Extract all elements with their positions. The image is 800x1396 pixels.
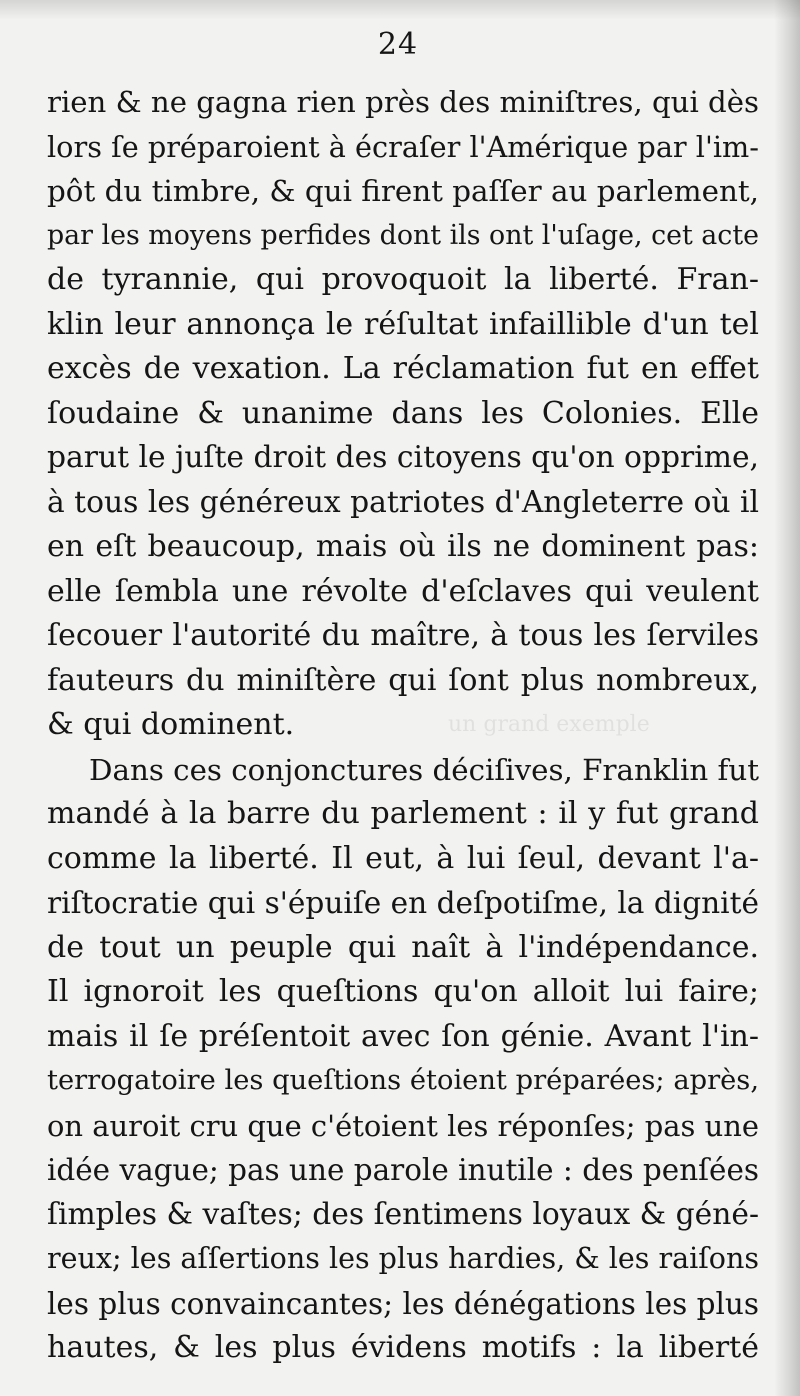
text-line: terrogatoire les queſtions étoient préparées; après, (47, 1065, 759, 1096)
paragraph-2 (47, 748, 759, 1371)
text-line: pôt du timbre, & qui firent paſſer au parlement, (47, 174, 759, 208)
text-line: comme la liberté. Il eut, à lui ſeul, devant l'a- (47, 840, 759, 876)
text-line: idée vague; pas une parole inutile : des penſées (47, 1153, 759, 1187)
text-line: fauteurs du miniſtère qui ſont plus nombreux, (47, 662, 759, 698)
text-line: à tous les généreux patriotes d'Angleterre où il (47, 484, 760, 520)
text-line: mais il ſe préſentoit avec ſon génie. Avant l'in- (47, 1018, 759, 1054)
text-line: parut le juſte droit des citoyens qu'on opprime, (47, 440, 759, 475)
text-line: on auroit cru que c'étoient les réponſes; pas une (47, 1108, 759, 1143)
text-line: Dans ces conjonctures déciſives, Franklin fut (89, 752, 759, 787)
text-line: Il ignoroit les queſtions qu'on alloit lui faire; (47, 974, 759, 1009)
bleed-through-text: un grand exemple (448, 712, 650, 737)
text-line: & qui dominent. (47, 707, 295, 742)
body-text (47, 80, 759, 1371)
text-line: klin leur annonça le réſultat infaillible d'un tel (47, 306, 759, 342)
page-top-shadow (0, 0, 800, 20)
text-line: de tyrannie, qui provoquoit la liberté. Fran- (47, 262, 759, 297)
text-line: reux; les aſſertions les plus hardies, & les raiſons (47, 1242, 759, 1275)
text-line: par les moyens perfides dont ils ont l'uſage, cet acte (47, 219, 759, 251)
text-line: ſecouer l'autorité du maître, à tous les ſerviles (47, 618, 759, 653)
text-line: lors ſe préparoient à écraſer l'Amérique par l'im- (47, 129, 759, 164)
paragraph-1 (47, 80, 759, 748)
text-line: mandé à la barre du parlement : il y fut grand (47, 796, 759, 831)
text-line: rien & ne gagna rien près des miniſtres, qui dès (47, 85, 759, 119)
text-line: de tout un peuple qui naît à l'indépendance. (47, 929, 759, 965)
text-line: les plus convaincantes; les dénégations les plus (47, 1286, 759, 1321)
text-line: ſimples & vaſtes; des ſentimens loyaux & géné- (47, 1196, 759, 1232)
text-line: hautes, & les plus évidens motifs : la liberté (47, 1330, 759, 1365)
page-edge-shadow (774, 0, 800, 1396)
text-line: en eſt beaucoup, mais où ils ne dominent pas: (47, 529, 759, 564)
text-line: ſoudaine & unanime dans les Colonies. Elle (47, 395, 759, 431)
text-line: riſtocratie qui s'épuiſe en deſpotiſme, la dignité (47, 886, 759, 920)
text-line: excès de vexation. La réclamation fut en effet (47, 351, 759, 386)
page-number: 24 (377, 27, 419, 62)
text-line: elle ſembla une révolte d'eſclaves qui veulent (47, 573, 759, 609)
